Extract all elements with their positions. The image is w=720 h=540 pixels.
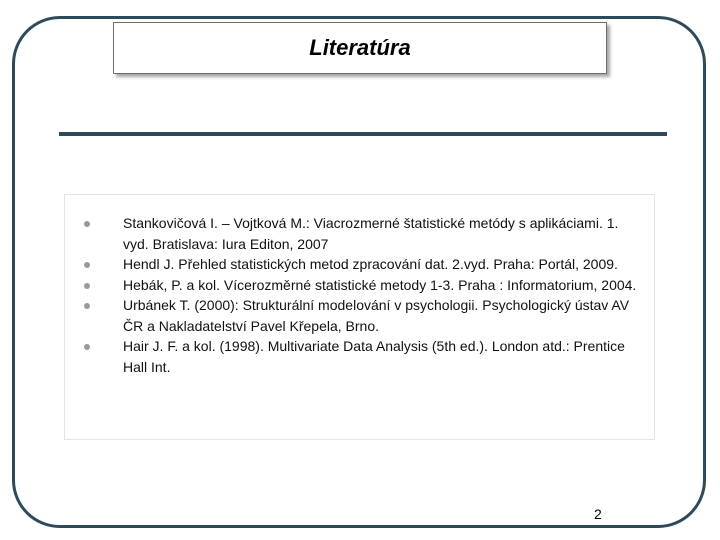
- reference-item: [65, 275, 643, 296]
- reference-text: Hair J. F. a kol. (1998). Multivariate Data Analysis (5th ed.). London atd.: Prentice Hall Int.: [123, 338, 625, 375]
- reference-item: [65, 213, 643, 254]
- reference-text: Hebák, P. a kol. Vícerozměrné statistické metody 1-3. Praha : Informatorium, 2004.: [123, 276, 637, 293]
- title-box: [113, 22, 607, 74]
- slide-title: Literatúra: [309, 35, 411, 60]
- reference-item: [65, 254, 643, 275]
- bullet-icon: [84, 221, 90, 227]
- bullet-icon: [84, 303, 90, 309]
- reference-item: [65, 295, 643, 336]
- title-divider: [59, 132, 667, 136]
- content-box: [64, 194, 655, 440]
- reference-text: Hendl J. Přehled statistických metod zpracování dat. 2.vyd. Praha: Portál, 2009.: [123, 256, 618, 272]
- bullet-icon: [84, 344, 90, 350]
- bullet-icon: [84, 262, 90, 268]
- reference-list: [65, 213, 643, 377]
- reference-item: [65, 336, 643, 377]
- reference-text: Urbánek T. (2000): Strukturální modelování v psychologii. Psychologický ústav AV ČR a Nakladatelství Pavel Křepela, Brno.: [123, 297, 630, 334]
- page-number: 2: [594, 506, 602, 522]
- reference-text: Stankovičová I. – Vojtková M.: Viacrozmerné štatistické metódy s aplikáciami. 1. vyd. Bratislava: Iura Editon, 2007: [123, 215, 619, 252]
- bullet-icon: [84, 283, 90, 289]
